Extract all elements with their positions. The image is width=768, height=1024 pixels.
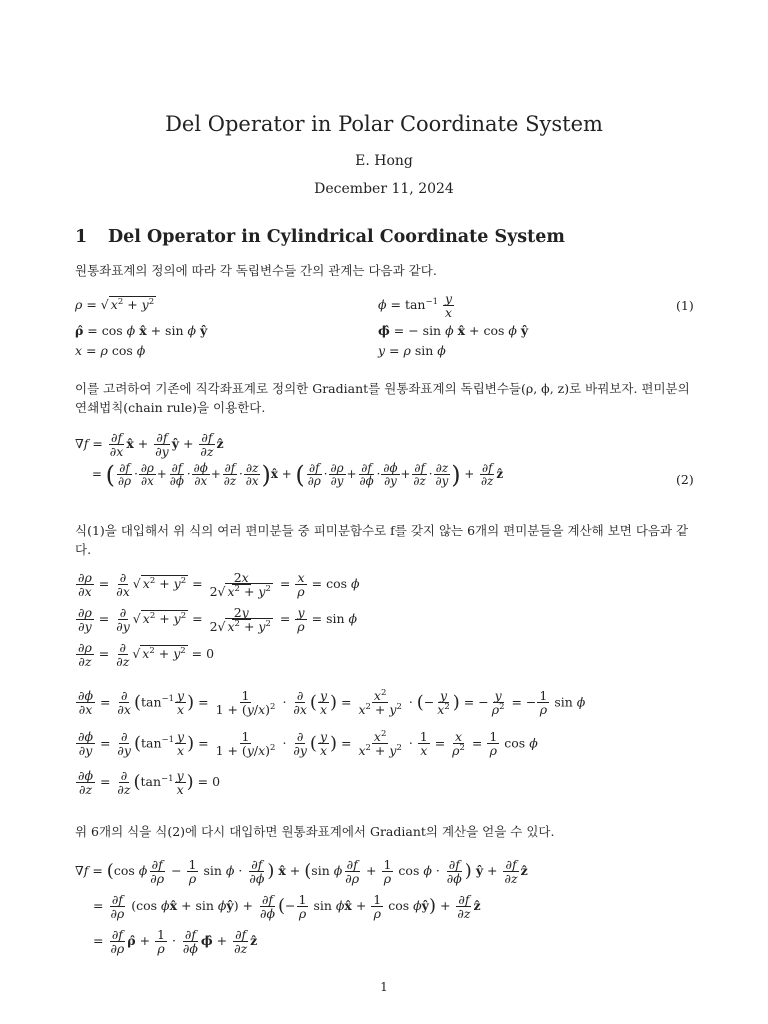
paragraph-4: 위 6개의 식을 식(2)에 다시 대입하면 원통좌표계에서 Gradiant의 계산을 얻을 수 있다. <box>75 824 555 839</box>
paper-title: Del Operator in Polar Coordinate System <box>165 112 603 136</box>
eq-rho: ρ = √ $x^2 + y^2$ <box>75 297 155 313</box>
eq-grad-polar-2: = $\frac{\partial f}{\partial\rho}$ (cos ϕx̂ + sin ϕŷ) + $\frac{\partial f}{\partial\phi}$ (− $\frac{1}{\rho}$ sin ϕx̂ + $\frac{1}{\rho}$ cos ϕŷ) + $\frac{\partial f}{\partial z}$ ẑ <box>93 892 481 922</box>
eq-drho-dy: $\frac{\partial\rho}{\partial y}$ = $\frac{\partial}{\partial y}$ √ $x^2 + y^2$ = $\frac{2y}{2√ x^2 + y^2}$ = $\frac{y}{\rho}$ = sin ϕ <box>78 605 358 635</box>
eq-x: x = ρ cos ϕ <box>75 343 146 358</box>
eq-grad-chain-rule: = ( $\frac{\partial f}{\partial\rho}$ · $\frac{\partial\rho}{\partial x}$ + $\frac{\partial f}{\partial\phi}$ · $\frac{\partial\phi}{\partial x}$ + $\frac{\partial f}{\partial z}$ · $\frac{\partial z}{\partial x}$ )x̂ + ( $\frac{\partial f}{\partial\rho}$ · $\frac{\partial\rho}{\partial y}$ + $\frac{\partial f}{\partial\phi}$ · $\frac{\partial\phi}{\partial y}$ + $\frac{\partial f}{\partial z}$ · $\frac{\partial z}{\partial y}$ ) + $\frac{\partial f}{\partial z}$ ẑ <box>92 460 504 489</box>
eq-phi-hat: ϕ̂ = − sin ϕ x̂ + cos ϕ ŷ <box>378 323 529 338</box>
eq-grad-cartesian: ∇f = $\frac{\partial f}{\partial x}$ x̂ + $\frac{\partial f}{\partial y}$ ŷ + $\frac{\partial f}{\partial z}$ ẑ <box>75 430 224 460</box>
paragraph-3: 식(1)을 대입해서 위 식의 여러 편미분들 중 피미분함수로 f를 갖지 않는 6개의 편미분들을 계산해 보면 다음과 같다. <box>75 523 689 557</box>
section-number: 1 <box>75 227 88 247</box>
eq-drho-dz: $\frac{\partial\rho}{\partial z}$ = $\frac{\partial}{\partial z}$ √ $x^2 + y^2 = 0$ <box>78 640 215 670</box>
eq-dphi-dy: $\frac{\partial\phi}{\partial y}$ = $\frac{\partial}{\partial y}$ ($\tan^{-1}$ $\frac{y}{x}$ ) = $\frac{1}{1 + (y/x)^2}$ · $\frac{\partial}{\partial y}$ ( $\frac{y}{x}$ ) = $\frac{x^2}{x^2 + y^2}$ · $\frac{1}{x}$ = $\frac{x}{\rho^2}$ = $\frac{1}{\rho}$ cos ϕ <box>78 729 538 759</box>
eq-dphi-dz: $\frac{\partial\phi}{\partial z}$ = $\frac{\partial}{\partial z}$ ($\tan^{-1}$ $\frac{y}{x}$ ) = 0 <box>78 768 221 798</box>
paragraph-2: 이를 고려하여 기존에 직각좌표계로 정의한 Gradiant를 원통좌표계의 독립변수들(ρ, ϕ, z)로 바꿔보자. 편미분의 연쇄법칙(chain rule)을 이용한다. <box>75 381 690 415</box>
equation-number-1: (1) <box>676 298 694 313</box>
eq-dphi-dx: $\frac{\partial\phi}{\partial x}$ = $\frac{\partial}{\partial x}$ ($\tan^{-1}$ $\frac{y}{x}$ ) = $\frac{1}{1 + (y/x)^2}$ · $\frac{\partial}{\partial x}$ ( $\frac{y}{x}$ ) = $\frac{x^2}{x^2 + y^2}$ · (− $\frac{y}{x^2}$ ) = − $\frac{y}{\rho^2}$ = − $\frac{1}{\rho}$ sin ϕ <box>78 688 586 718</box>
section-title: Del Operator in Cylindrical Coordinate System <box>108 227 565 247</box>
eq-grad-polar-3: = $\frac{\partial f}{\partial\rho}$ ρ̂ + $\frac{1}{\rho}$ · $\frac{\partial f}{\partial\phi}$ ϕ̂ + $\frac{\partial f}{\partial z}$ ẑ <box>93 927 258 957</box>
eq-phi: $\phi = \tan^{-1}$ $\frac{y}{x}$ <box>378 291 453 321</box>
eq-drho-dx: $\frac{\partial\rho}{\partial x}$ = $\frac{\partial}{\partial x}$ √ $x^2 + y^2$ = $\frac{2x}{2√ x^2 + y^2}$ = $\frac{x}{\rho}$ = cos ϕ <box>78 570 360 600</box>
paragraph-1: 원통좌표계의 정의에 따라 각 독립변수들 간의 관계는 다음과 같다. <box>75 263 437 278</box>
paper-date: December 11, 2024 <box>314 181 454 197</box>
eq-y: y = ρ sin ϕ <box>378 343 446 358</box>
page-number: 1 <box>380 980 388 994</box>
paper-author: E. Hong <box>355 153 413 169</box>
eq-rho-hat: ρ̂ = cos ϕ x̂ + sin ϕ ŷ <box>75 323 208 338</box>
equation-number-2: (2) <box>676 472 694 487</box>
section-heading <box>75 227 565 247</box>
eq-grad-polar-1: ∇f = (cos ϕ $\frac{\partial f}{\partial\rho}$ − $\frac{1}{\rho}$ sin ϕ · $\frac{\partial f}{\partial\phi}$ ) x̂ + (sin ϕ $\frac{\partial f}{\partial\rho}$ + $\frac{1}{\rho}$ cos ϕ · $\frac{\partial f}{\partial\phi}$ ) ŷ + $\frac{\partial f}{\partial z}$ ẑ <box>75 857 528 887</box>
